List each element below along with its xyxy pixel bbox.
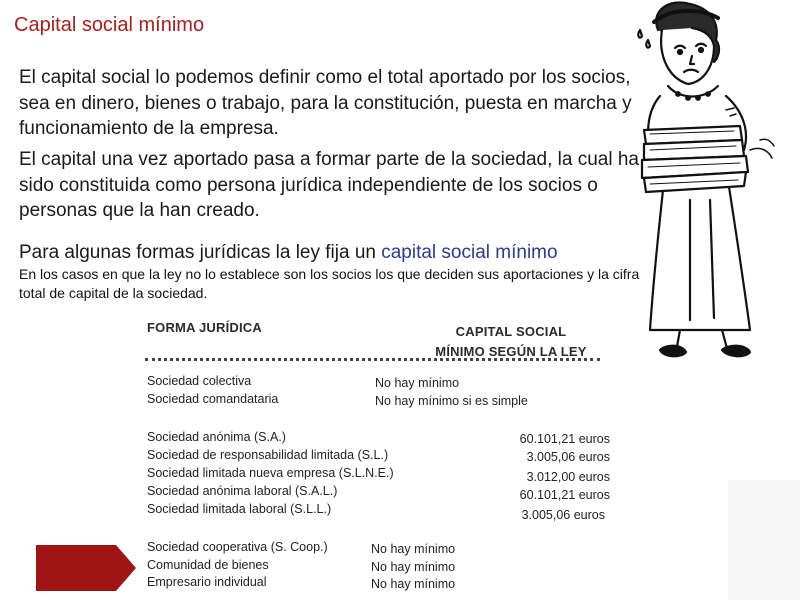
table-header-forma: FORMA JURÍDICA (147, 320, 262, 335)
table-row-forma: Sociedad anónima laboral (S.A.L.) (147, 484, 338, 498)
table-row-capital: 3.005,06 euros (526, 450, 610, 464)
table-row-capital: No hay mínimo (371, 560, 456, 574)
table-row-capital: 3.005,06 euros (521, 508, 605, 522)
slide-title: Capital social mínimo (14, 14, 205, 36)
table-row-forma: Sociedad colectiva (147, 374, 252, 388)
table-row-forma: Sociedad anónima (S.A.) (147, 430, 286, 444)
table-row-forma: Sociedad limitada laboral (S.L.L.) (147, 502, 332, 516)
corner-shade (728, 480, 800, 600)
table-row-capital: 60.101,21 euros (519, 432, 610, 446)
arrow-right-icon (36, 545, 136, 591)
paragraph-definition: El capital social lo podemos definir como el total aportado por los socios, sea en dinero, bienes o trabajo, para la constitución, puesta en marcha y funcionamiento de la empresa. (19, 67, 632, 139)
table-row-capital: 3.012,00 euros (526, 470, 610, 484)
table-row-capital: 60.101,21 euros (519, 488, 610, 502)
table-row-forma: Sociedad cooperativa (S. Coop.) (147, 540, 328, 554)
paragraph-minimum-lead: Para algunas formas jurídicas la ley fija un (19, 242, 382, 263)
table-header-capital-line1: CAPITAL SOCIAL (455, 324, 567, 339)
paragraph-minimum (19, 240, 659, 266)
table-header-capital (426, 322, 596, 362)
paragraph-capital: El capital una vez aportado pasa a formar parte de la sociedad, la cual ha sido constituida como persona jurídica independiente de los socios o personas que la han creado. (19, 149, 639, 221)
table-row-capital: No hay mínimo (375, 376, 460, 390)
legal-forms-table (140, 310, 628, 600)
table-row-capital: No hay mínimo (371, 577, 456, 591)
table-row-forma: Empresario individual (147, 575, 267, 589)
table-header-divider (145, 358, 600, 361)
table-header-capital-line2: MÍNIMO SEGÚN LA LEY (435, 344, 587, 359)
table-row-forma: Comunidad de bienes (147, 558, 269, 572)
table-row-capital: No hay mínimo si es simple (375, 394, 528, 408)
table-row-forma: Sociedad limitada nueva empresa (S.L.N.E.) (147, 466, 394, 480)
table-row-capital: No hay mínimo (371, 542, 456, 556)
table-row-forma: Sociedad comandataria (147, 392, 279, 406)
note-text: En los casos en que la ley no lo establece son los socios los que deciden sus aportaciones y la cifra total de capital de la sociedad. (19, 266, 640, 301)
table-row-forma: Sociedad de responsabilidad limitada (S.L.) (147, 448, 389, 462)
paragraph-minimum-accent: capital social mínimo (381, 242, 558, 263)
woman-carrying-books-illustration (630, 0, 800, 370)
